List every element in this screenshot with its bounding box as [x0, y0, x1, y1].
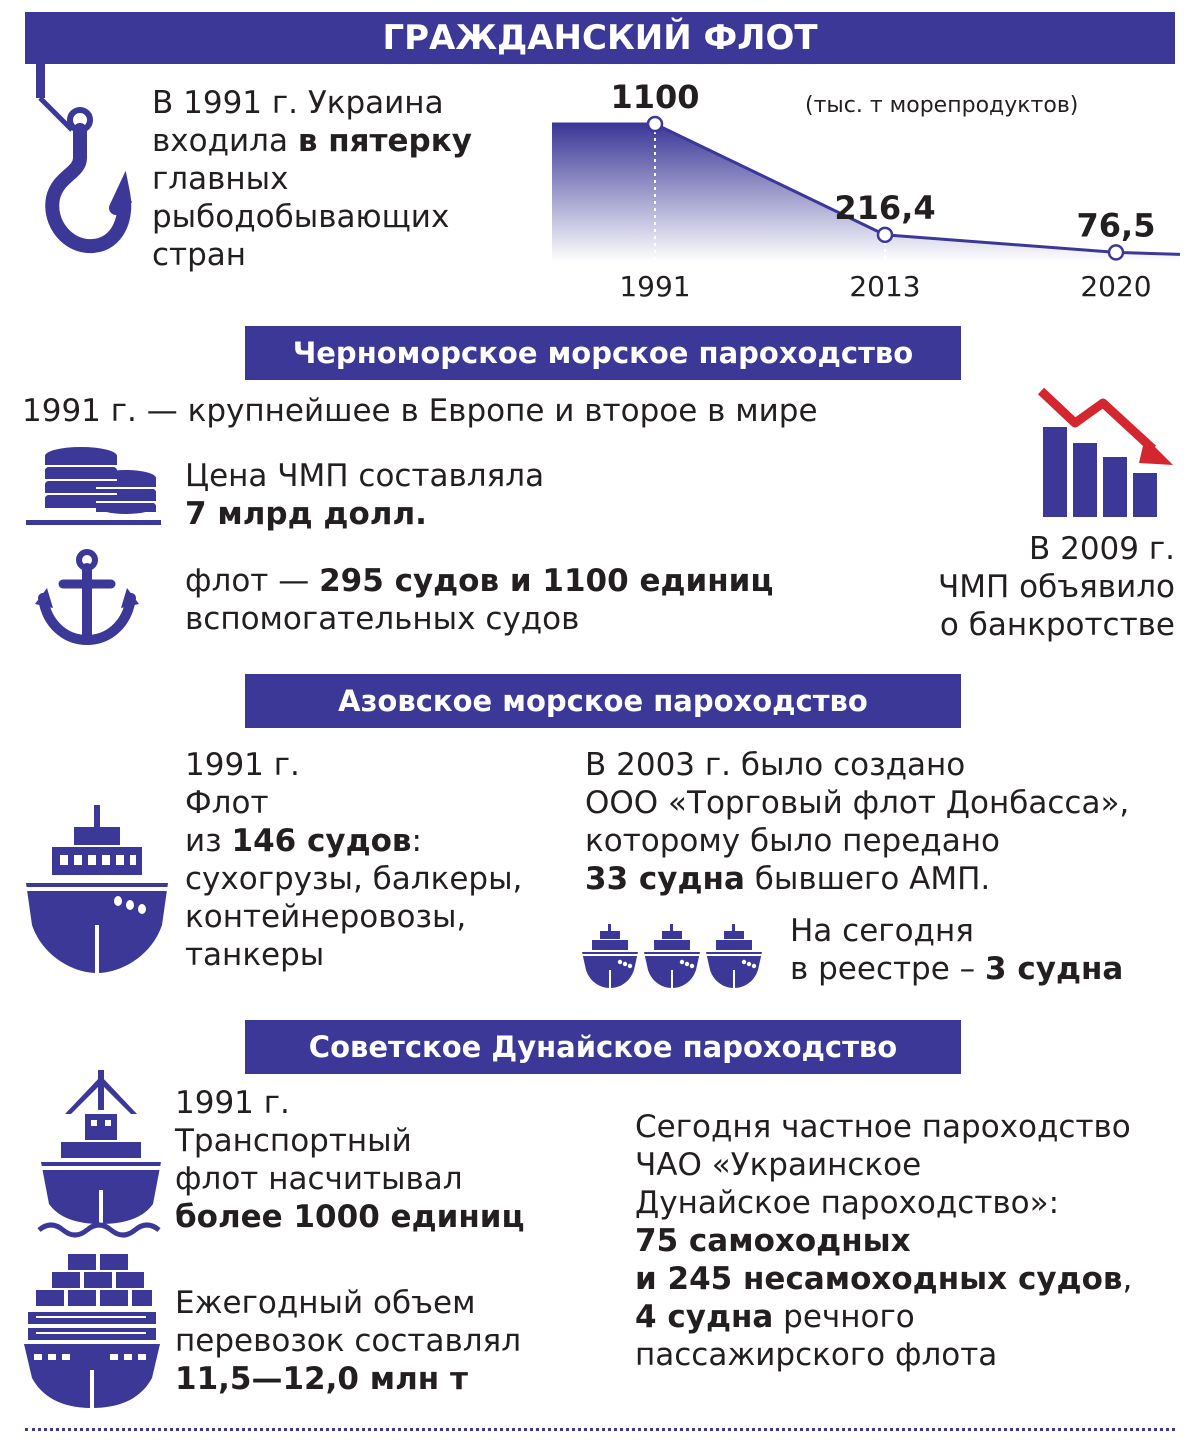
page-title: ГРАЖДАНСКИЙ ФЛОТ — [382, 18, 818, 58]
azov-banner — [245, 674, 961, 728]
intro-line: стран — [152, 237, 247, 273]
chart-unit-note: (тыс. т морепродуктов) — [805, 93, 1079, 118]
bankruptcy-text: В 2009 г. ЧМП объявило о банкротстве — [938, 531, 1175, 643]
ship-bow-icon — [22, 805, 172, 975]
anchor-icon — [35, 548, 140, 648]
azov-today-text: На сегодня в реестре – 3 судна — [790, 913, 1124, 987]
page-title-banner — [25, 12, 1175, 64]
azov-title: Азовское морское пароходство — [338, 684, 868, 718]
azov-left-text: 1991 г. Флот из 146 судов: сухогрузы, балкеры, контейнеровозы, танкеры — [185, 747, 523, 973]
chart-point — [878, 228, 892, 242]
black-sea-title: Черноморское морское пароходство — [292, 336, 914, 370]
small-ship-icon — [644, 924, 700, 988]
chart-x-tick-label: 2013 — [849, 270, 921, 303]
container-ship-icon — [22, 1250, 162, 1410]
intro-line: В 1991 г. Украина — [152, 85, 444, 121]
footer-divider — [25, 1428, 1175, 1431]
coin-stack-icon — [26, 446, 161, 528]
fish-catch-chart — [540, 70, 1190, 310]
small-ship-icon — [582, 924, 638, 988]
declining-bar-chart-icon — [1035, 385, 1180, 520]
danube-volume-text: Ежегодный объем перевозок составлял 11,5—12,0 млн т — [175, 1285, 522, 1397]
intro-line: входила в пятерку — [152, 123, 472, 159]
small-ship-icons — [580, 922, 770, 990]
azov-right-text: В 2003 г. было создано ООО «Торговый флот Донбасса», которому было передано 33 судна бывшего АМП. — [585, 747, 1130, 897]
danube-right-text: Сегодня частное пароходство ЧАО «Украинское Дунайское пароходство»: 75 самоходных и 245 несамоходных судов, 4 судна речного пассажирского флота — [635, 1109, 1133, 1373]
intro-text — [152, 84, 472, 274]
black-sea-banner — [245, 326, 961, 380]
chart-value-label: 1100 — [610, 78, 700, 116]
price-text: Цена ЧМП составляла 7 млрд долл. — [185, 458, 545, 532]
fishing-hook-icon — [28, 58, 143, 258]
small-ship-icon — [706, 924, 762, 988]
chart-point — [1109, 245, 1123, 259]
black-sea-lead: 1991 г. — крупнейшее в Европе и второе в мире — [22, 393, 818, 429]
chart-point — [648, 117, 662, 131]
danube-banner — [245, 1020, 961, 1074]
danube-title: Советское Дунайское пароходство — [308, 1030, 898, 1064]
intro-line: рыбодобывающих — [152, 199, 450, 235]
fleet-text: флот — 295 судов и 1100 единиц вспомогательных судов — [185, 563, 774, 637]
chart-x-tick-label: 1991 — [619, 270, 691, 303]
chart-x-tick-label: 2020 — [1080, 270, 1152, 303]
chart-value-label: 216,4 — [834, 188, 936, 227]
danube-left-text: 1991 г. Транспортный флот насчитывал более 1000 единиц — [175, 1085, 525, 1235]
chart-value-label: 76,5 — [1076, 206, 1156, 245]
intro-line: главных — [152, 161, 289, 197]
cargo-ship-icon — [35, 1070, 170, 1238]
